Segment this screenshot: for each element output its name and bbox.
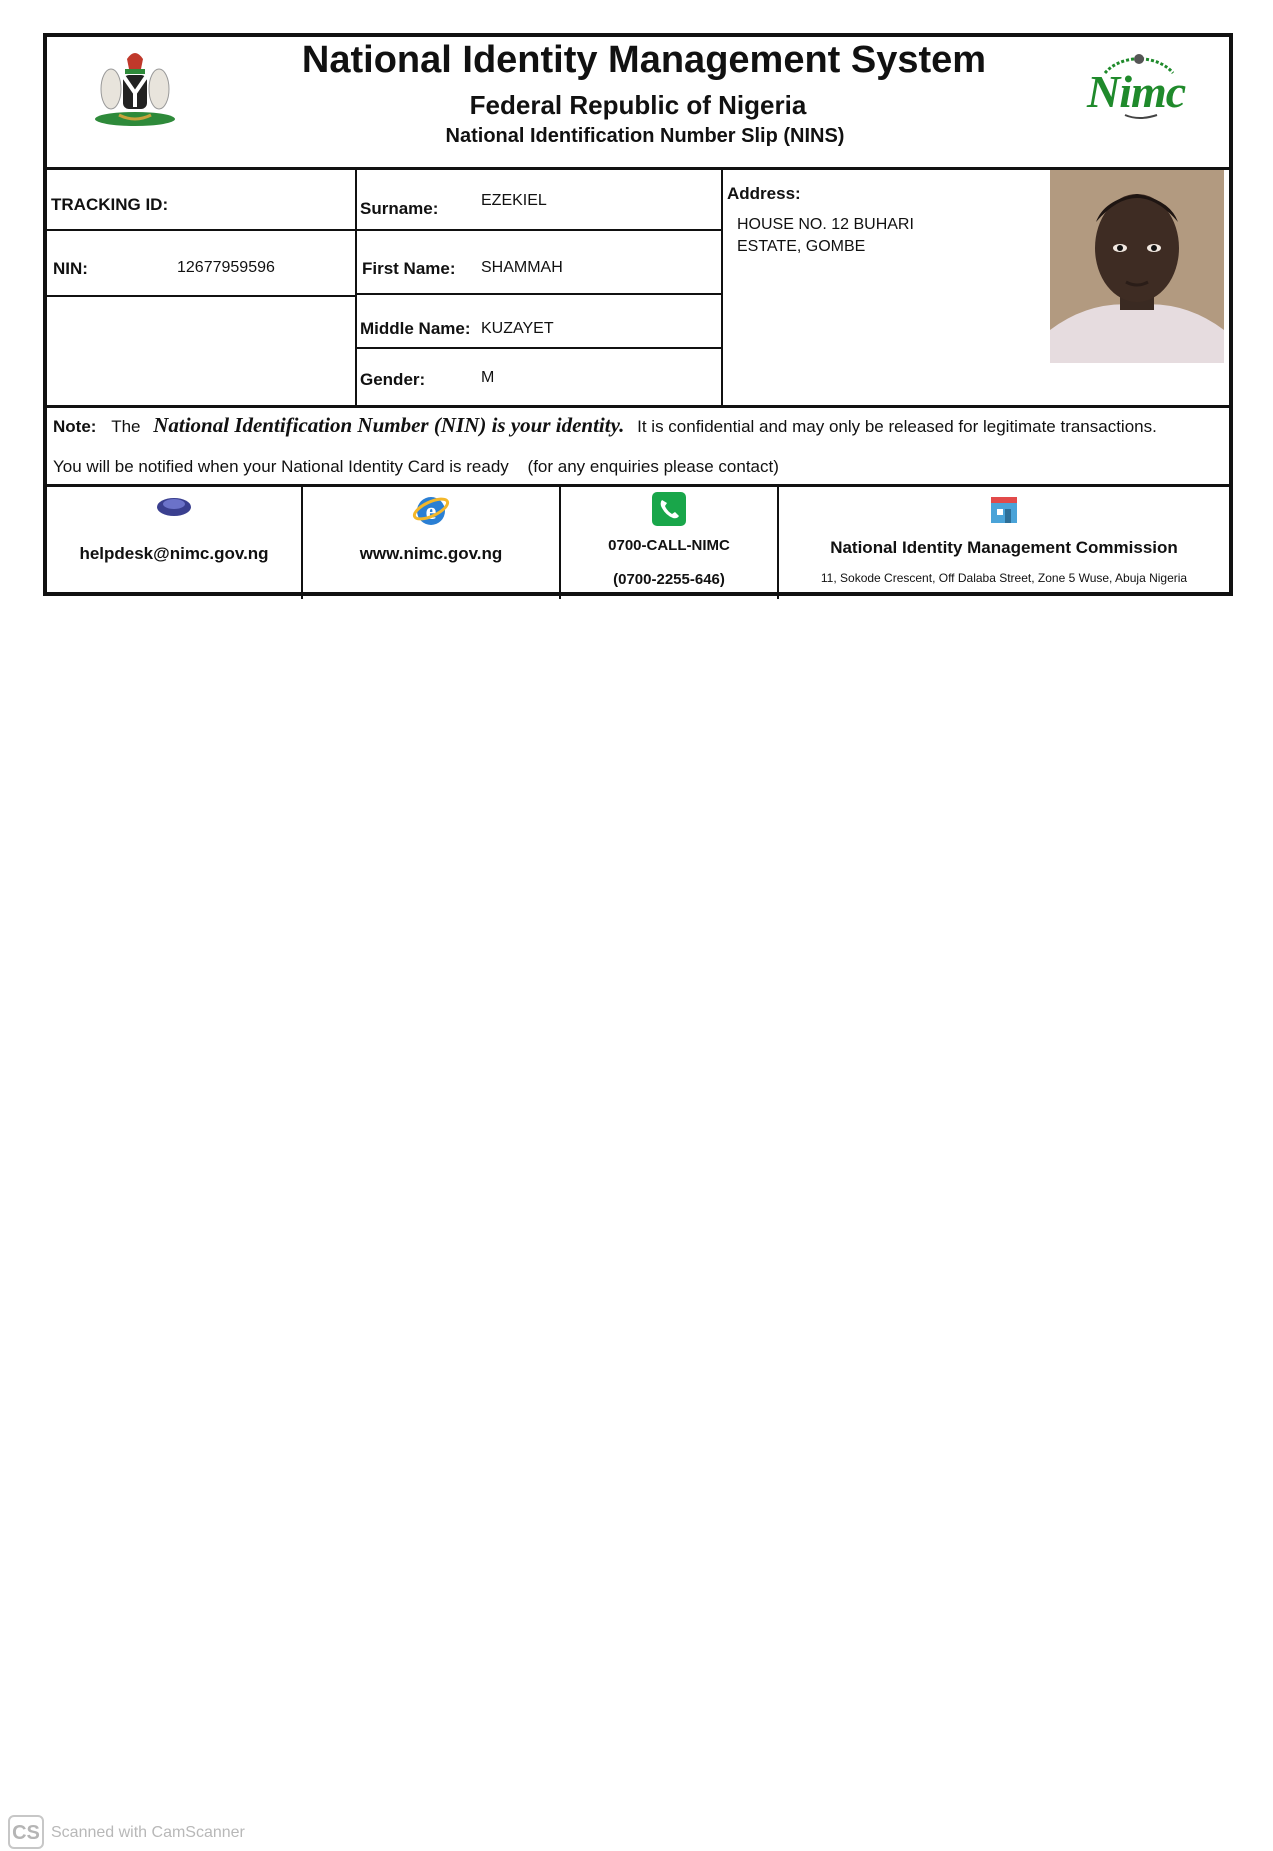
building-icon xyxy=(989,495,1019,525)
divider xyxy=(355,293,721,295)
passport-photo xyxy=(1050,170,1224,363)
middle-name-value: KUZAYET xyxy=(481,320,554,337)
address-line-2: ESTATE, GOMBE xyxy=(737,238,866,255)
helpdesk-email-link[interactable]: helpdesk@nimc.gov.ng xyxy=(79,544,269,563)
nin-value: 12677959596 xyxy=(177,259,275,276)
person-portrait-icon xyxy=(1050,170,1224,363)
note-suffix: It is confidential and may only be released for legitimate transactions. xyxy=(637,417,1157,436)
nin-label: NIN: xyxy=(53,259,88,278)
nin-slip xyxy=(43,33,1233,596)
camscanner-watermark: Scanned with CamScanner xyxy=(51,1824,245,1841)
mail-icon xyxy=(155,493,193,519)
divider xyxy=(47,295,355,297)
internet-explorer-icon xyxy=(412,491,450,529)
nimc-logo xyxy=(1085,47,1193,123)
divider xyxy=(721,167,723,405)
page-title: National Identity Management System xyxy=(301,39,987,81)
note-line-2a: You will be notified when your National Identity Card is ready xyxy=(53,457,509,476)
website-link[interactable]: www.nimc.gov.ng xyxy=(359,544,503,563)
note-line-2 xyxy=(53,457,779,477)
divider xyxy=(355,167,357,405)
slip-header xyxy=(47,37,1229,170)
phone-number-alt: (0700-2255-646) xyxy=(613,571,725,588)
divider xyxy=(355,347,721,349)
surname-value: EZEKIEL xyxy=(481,192,547,209)
organisation-cell xyxy=(779,487,1229,599)
tracking-id-label: TRACKING ID: xyxy=(51,195,169,214)
biodata-section xyxy=(47,167,1229,408)
first-name-value: SHAMMAH xyxy=(481,259,563,276)
email-cell xyxy=(47,487,301,599)
camscanner-logo: CS xyxy=(8,1815,44,1849)
divider xyxy=(47,229,355,231)
phone-icon xyxy=(651,491,687,527)
first-name-label: First Name: xyxy=(362,259,456,278)
address-line-1: HOUSE NO. 12 BUHARI xyxy=(737,216,914,233)
nimc-logo-text: Nimc xyxy=(1087,66,1186,117)
surname-label: Surname: xyxy=(360,199,439,218)
address-label: Address: xyxy=(727,184,801,203)
contact-footer xyxy=(47,484,1229,599)
phone-number: 0700-CALL-NIMC xyxy=(608,537,730,554)
subtitle: Federal Republic of Nigeria xyxy=(469,90,807,120)
middle-name-label: Middle Name: xyxy=(360,319,471,338)
organisation-name: National Identity Management Commission xyxy=(830,538,1178,557)
note-emphasis: National Identification Number (NIN) is your identity. xyxy=(153,413,625,437)
note-label: Note: xyxy=(53,417,97,436)
note-line-2b: (for any enquiries please contact) xyxy=(527,457,779,476)
phone-cell xyxy=(561,487,777,599)
gender-label: Gender: xyxy=(360,370,426,389)
svg-text:e: e xyxy=(425,499,437,525)
website-cell xyxy=(303,487,559,599)
note-line-1 xyxy=(53,413,1157,438)
slip-title: National Identification Number Slip (NINS) xyxy=(445,125,845,147)
note-prefix: The xyxy=(111,417,141,436)
organisation-address: 11, Sokode Crescent, Off Dalaba Street, Zone 5 Wuse, Abuja Nigeria xyxy=(820,571,1188,585)
divider xyxy=(355,229,721,231)
gender-value: M xyxy=(481,369,495,386)
